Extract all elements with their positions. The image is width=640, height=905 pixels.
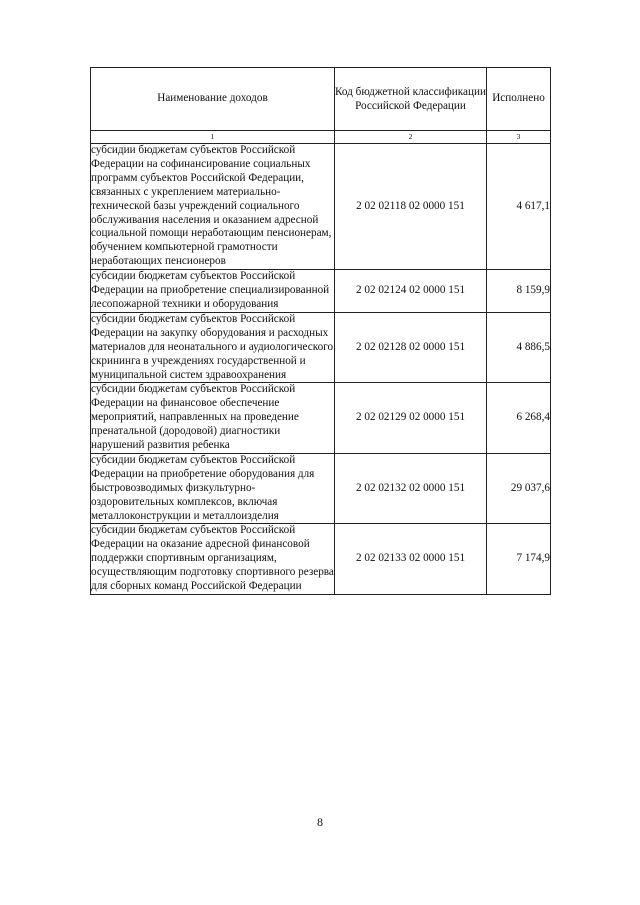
income-name-cell: субсидии бюджетам субъектов Российской Федерации на финансовое обеспечение мероприятий, направленных на проведение пренатальной (дородовой) диагностики нарушений развития ребенка <box>91 383 335 454</box>
income-name-cell: субсидии бюджетам субъектов Российской Федерации на закупку оборудования и расходных материалов для неонатального и аудиологического скрининга в учреждениях государственной и муниципальной систем здравоохранения <box>91 312 335 383</box>
executed-amount-cell: 8 159,9 <box>487 270 551 313</box>
classification-code-cell: 2 02 02124 02 0000 151 <box>335 270 487 313</box>
income-name-cell: субсидии бюджетам субъектов Российской Федерации на приобретение специализированной лесопожарной техники и оборудования <box>91 270 335 313</box>
income-name-cell: субсидии бюджетам субъектов Российской Федерации на приобретение оборудования для быстровозводимых физкультурно-оздоровительных комплексов, включая металлоконструкции и металлоизделия <box>91 453 335 524</box>
header-executed: Исполнено <box>487 68 551 131</box>
table-row <box>91 383 551 454</box>
classification-code-cell: 2 02 02128 02 0000 151 <box>335 312 487 383</box>
column-number: 2 <box>335 131 487 144</box>
executed-amount-cell: 7 174,9 <box>487 524 551 595</box>
classification-code-cell: 2 02 02118 02 0000 151 <box>335 144 487 270</box>
header-name: Наименование доходов <box>91 68 335 131</box>
column-numbers-row <box>91 131 551 144</box>
executed-amount-cell: 29 037,6 <box>487 453 551 524</box>
table-row <box>91 453 551 524</box>
table-row <box>91 144 551 270</box>
classification-code-cell: 2 02 02129 02 0000 151 <box>335 383 487 454</box>
classification-code-cell: 2 02 02133 02 0000 151 <box>335 524 487 595</box>
header-code: Код бюджетной классификации Российской Федерации <box>335 68 487 131</box>
table-row <box>91 524 551 595</box>
table-row <box>91 312 551 383</box>
column-number: 3 <box>487 131 551 144</box>
page-number: 8 <box>317 815 323 829</box>
income-name-cell: субсидии бюджетам субъектов Российской Федерации на оказание адресной финансовой поддержки спортивным организациям, осуществляющим подготовку спортивного резерва для сборных команд Российской Федерации <box>91 524 335 595</box>
executed-amount-cell: 4 886,5 <box>487 312 551 383</box>
column-number: 1 <box>91 131 335 144</box>
table-row <box>91 270 551 313</box>
executed-amount-cell: 6 268,4 <box>487 383 551 454</box>
income-name-cell: субсидии бюджетам субъектов Российской Федерации на софинансирование социальных программ субъектов Российской Федерации, связанных с укреплением материально-технической базы учреждений социального обслуживания населения и оказанием адресной социальной помощи неработающим пенсионерам, обучением компьютерной грамотности неработающих пенсионеров <box>91 144 335 270</box>
revenue-table <box>90 67 551 595</box>
table-header-row <box>91 68 551 131</box>
executed-amount-cell: 4 617,1 <box>487 144 551 270</box>
classification-code-cell: 2 02 02132 02 0000 151 <box>335 453 487 524</box>
